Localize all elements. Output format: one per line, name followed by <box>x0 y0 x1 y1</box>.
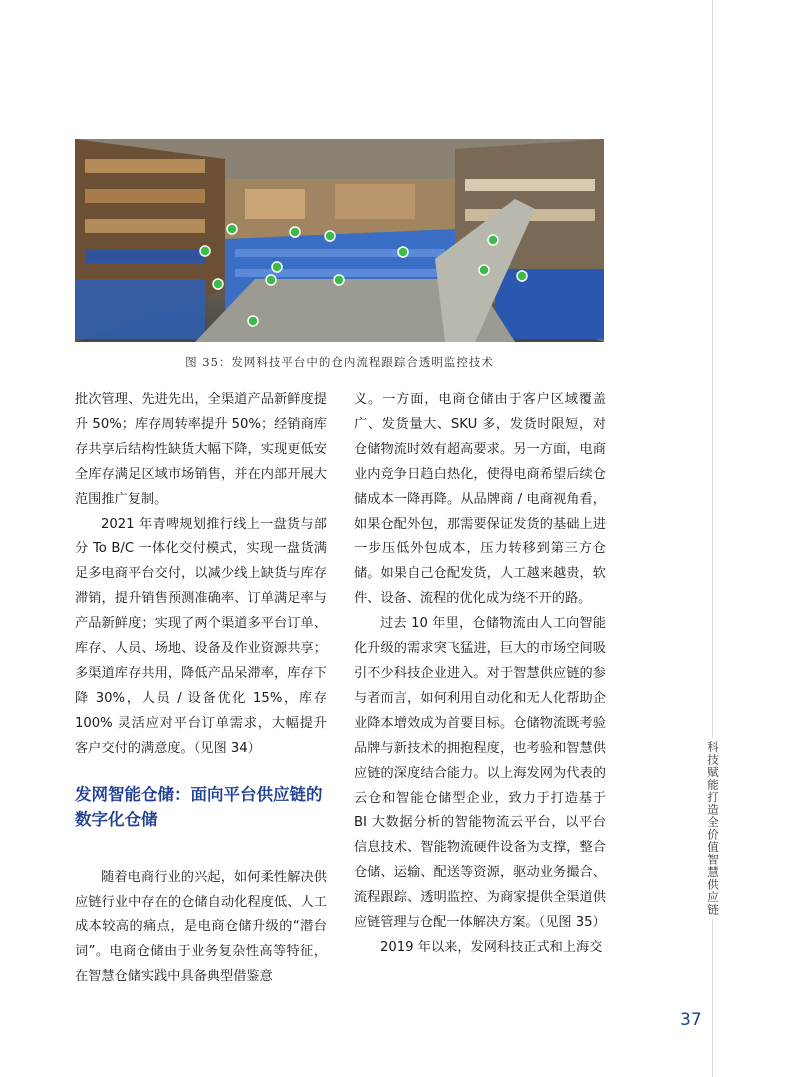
running-section-title: 科技赋能打造全价值智慧供应链 <box>703 738 721 919</box>
paragraph: 随着电商行业的兴起，如何柔性解决供应链行业中存在的仓储自动化程度低、人工成本较高的痛点，是电商仓储升级的“潜台词”。电商仓储由于业务复杂性高等特征，在智慧仓储实践中具备典型借鉴意 <box>75 869 327 985</box>
paragraph: 批次管理、先进先出，全渠道产品新鲜度提升 50%；库存周转率提升 50%；经销商库存共享后结构性缺货大幅下降，实现更低安全库存满足区域市场销售，并在内部开展大范围推广复制。 <box>75 392 327 507</box>
section-heading: 发网智能仓储：面向平台供应链的数字化仓储 <box>75 784 323 829</box>
paragraph: 2019 年以来，发网科技正式和上海交 <box>380 939 603 955</box>
right-column <box>354 388 606 961</box>
page-number: 37 <box>680 1010 702 1030</box>
warehouse-photo <box>75 139 604 342</box>
warehouse-illustration <box>75 139 604 342</box>
paragraph: 义。一方面，电商仓储由于客户区域覆盖广、发货量大、SKU 多，发货时限短，对仓储物流时效有超高要求。另一方面，电商业内竞争日趋白热化，使得电商希望后续仓储成本一降再降。从品牌商 / 电商视角看，如果仓配外包，那需要保证发货的基础上进一步压低外包成本，压力转移到第三方仓储。如果自己仓配发货，人工越来越贵，软件、设备、流程的优化成为绕不开的路。 <box>354 392 606 607</box>
paragraph: 过去 10 年里，仓储物流由人工向智能化升级的需求突飞猛进，巨大的市场空间吸引不少科技企业进入。对于智慧供应链的参与者而言，如何利用自动化和无人化帮助企业降本增效成为首要目标。仓储物流既考验品牌与新技术的拥抱程度，也考验和智慧供应链的深度结合能力。以上海发网为代表的云仓和智能仓储型企业，致力于打造基于 BI 大数据分析的智能物流云平台，以平台信息技术、智能物流硬件设备为支撑，整合仓储、运输、配送等资源，驱动业务撮合、流程跟踪、透明监控、为商家提供全渠道供应链管理与仓配一体解决方案。（见图 35） <box>354 616 606 931</box>
left-column <box>75 388 327 990</box>
paragraph: 2021 年青啤规划推行线上一盘货与部分 To B/C 一体化交付模式，实现一盘货满足多电商平台交付，以减少线上缺货与库存滞销，提升销售预测准确率、订单满足率与产品新鲜度；实现了两个渠道多平台订单、库存、人员、场地、设备及作业资源共享；多渠道库存共用，降低产品呆滞率，库存下降 30%，人员 / 设备优化 15%，库存 100% 灵活应对平台订单需求，大幅提升客户交付的满意度。（见图 34） <box>75 516 327 756</box>
figure-caption: 图 35：发网科技平台中的仓内流程跟踪合透明监控技术 <box>185 355 494 369</box>
